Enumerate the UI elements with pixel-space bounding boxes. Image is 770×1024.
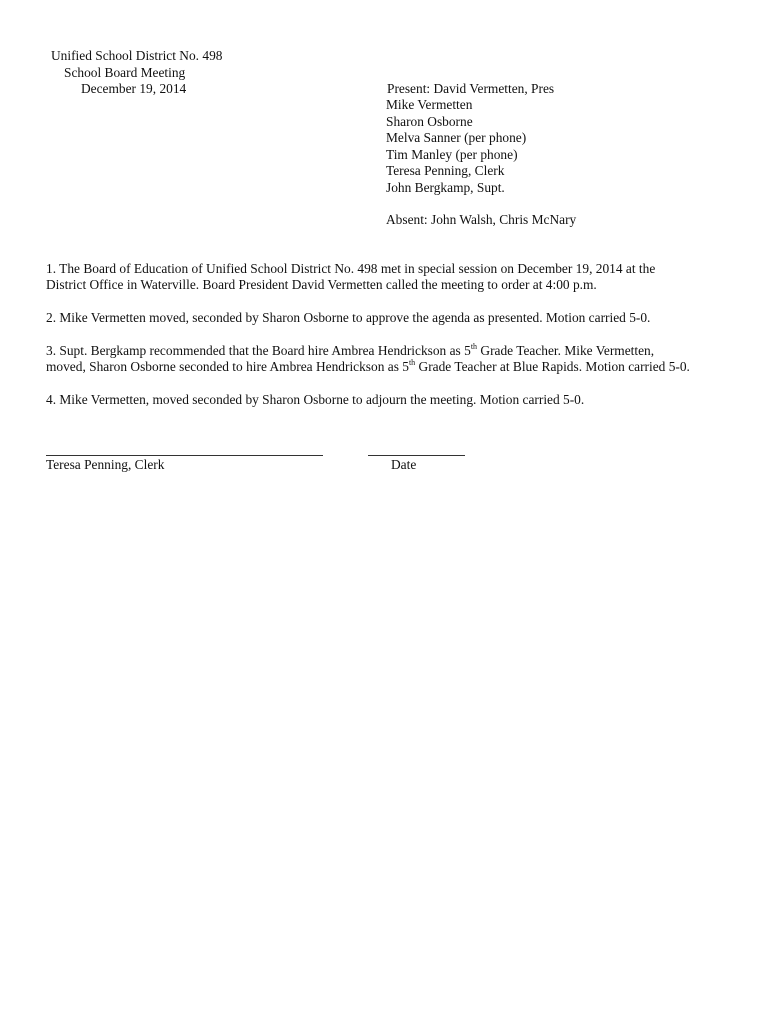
- ordinal-suffix: th: [408, 357, 416, 367]
- item-1-line-2: District Office in Waterville. Board President David Vermetten called the meeting to order at 4:00 p.m.: [46, 277, 597, 292]
- district-name: Unified School District No. 498: [51, 48, 223, 63]
- present-label: Present:: [387, 81, 434, 96]
- present-member: Sharon Osborne: [386, 114, 473, 129]
- item-2: 2. Mike Vermetten moved, seconded by Sharon Osborne to approve the agenda as presented. Motion carried 5-0.: [46, 310, 651, 325]
- meeting-title: School Board Meeting: [64, 65, 186, 80]
- present-member: David Vermetten, Pres: [433, 81, 555, 96]
- item-3-line-2: [46, 359, 690, 376]
- absent-line: Absent: John Walsh, Chris McNary: [386, 212, 577, 227]
- present-member: Tim Manley (per phone): [386, 147, 518, 162]
- item-3-text: Grade Teacher at Blue Rapids. Motion carried 5-0.: [415, 359, 690, 374]
- present-member: John Bergkamp, Supt.: [386, 180, 505, 195]
- item-4: 4. Mike Vermetten, moved seconded by Sharon Osborne to adjourn the meeting. Motion carried 5-0.: [46, 392, 585, 407]
- meeting-date: December 19, 2014: [81, 81, 187, 96]
- present-member: Melva Sanner (per phone): [386, 130, 527, 145]
- item-3-text: moved, Sharon Osborne seconded to hire Ambrea Hendrickson as 5: [46, 359, 409, 374]
- clerk-signature-label: Teresa Penning, Clerk: [46, 457, 165, 472]
- item-3-text: Grade Teacher. Mike Vermetten,: [477, 343, 655, 358]
- item-1-line-1: 1. The Board of Education of Unified School District No. 498 met in special session on December 19, 2014 at the: [46, 261, 656, 276]
- date-signature-line: [368, 455, 465, 456]
- clerk-signature-line: [46, 455, 323, 456]
- item-3-text: 3. Supt. Bergkamp recommended that the Board hire Ambrea Hendrickson as 5: [46, 343, 471, 358]
- present-member: Mike Vermetten: [386, 97, 473, 112]
- ordinal-suffix: th: [470, 341, 478, 351]
- date-label: Date: [391, 457, 417, 472]
- present-member: Teresa Penning, Clerk: [386, 163, 505, 178]
- item-3-line-1: [46, 343, 654, 360]
- present-line: [387, 81, 554, 98]
